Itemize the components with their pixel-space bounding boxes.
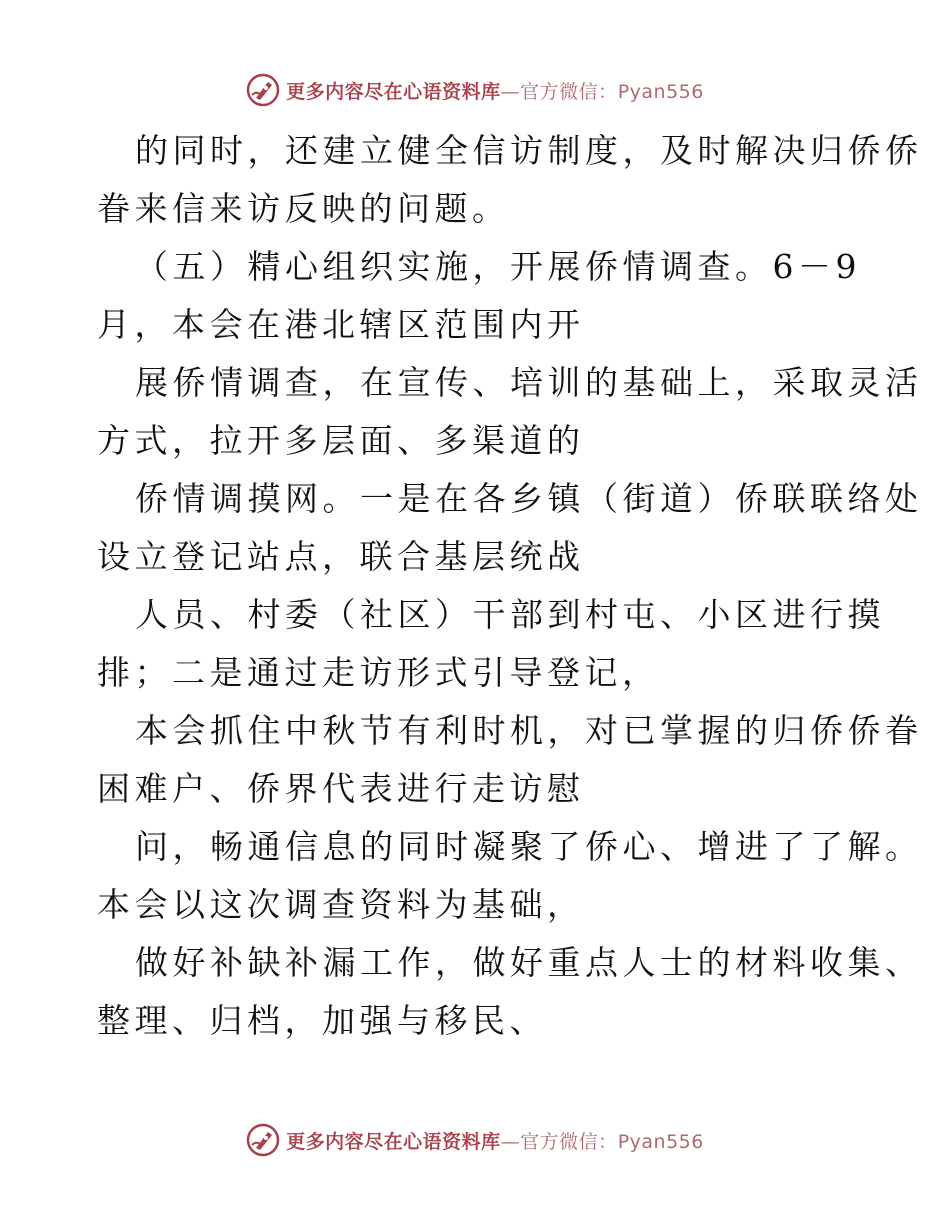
- banner-wechat-label: 官方微信：: [520, 1130, 618, 1153]
- body-line: 展侨情调查，在宣传、培训的基础上，采取灵活: [135, 363, 923, 402]
- body-line: 困难户、侨界代表进行走访慰: [97, 769, 585, 808]
- body-line: 做好补缺补漏工作，做好重点人士的材料收集、: [135, 943, 923, 982]
- body-line: 本会抓住中秋节有利时机，对已掌握的归侨侨眷: [135, 711, 923, 750]
- banner-site-name: 更多内容尽在心语资料库: [286, 80, 501, 103]
- banner-wechat-id: Pyan556: [617, 80, 704, 103]
- body-line: 人员、村委（社区）干部到村屯、小区进行摸: [135, 595, 885, 634]
- pen-nib-logo-icon: [246, 73, 280, 107]
- body-line: 方式，拉开多层面、多渠道的: [97, 421, 585, 460]
- footer-banner-content: [246, 1123, 704, 1157]
- body-line: 侨情调摸网。一是在各乡镇（街道）侨联联络处: [135, 479, 923, 518]
- body-line: 的同时，还建立健全信访制度，及时解决归侨侨: [135, 131, 923, 170]
- pen-nib-logo-icon: [246, 1123, 280, 1157]
- body-line: 整理、归档，加强与移民、: [97, 1001, 547, 1040]
- banner-separator: —: [500, 1130, 521, 1153]
- banner-separator: —: [500, 80, 521, 103]
- document-body: [97, 122, 923, 1050]
- header-banner-text: [286, 77, 704, 104]
- header-banner: [0, 70, 950, 110]
- header-banner-content: [246, 73, 704, 107]
- footer-banner-text: [286, 1127, 704, 1154]
- body-line: 月，本会在港北辖区范围内开: [97, 305, 585, 344]
- body-line: （五）精心组织实施，开展侨情调查。6－9: [135, 247, 861, 286]
- banner-wechat-label: 官方微信：: [520, 80, 618, 103]
- body-line: 设立登记站点，联合基层统战: [97, 537, 585, 576]
- body-line: 本会以这次调查资料为基础，: [97, 885, 585, 924]
- body-line: 排；二是通过走访形式引导登记，: [97, 653, 660, 692]
- footer-banner: [0, 1120, 950, 1160]
- body-line: 眷来信来访反映的问题。: [97, 189, 510, 228]
- body-line: 问，畅通信息的同时凝聚了侨心、增进了了解。: [135, 827, 923, 866]
- banner-wechat-id: Pyan556: [617, 1130, 704, 1153]
- banner-site-name: 更多内容尽在心语资料库: [286, 1130, 501, 1153]
